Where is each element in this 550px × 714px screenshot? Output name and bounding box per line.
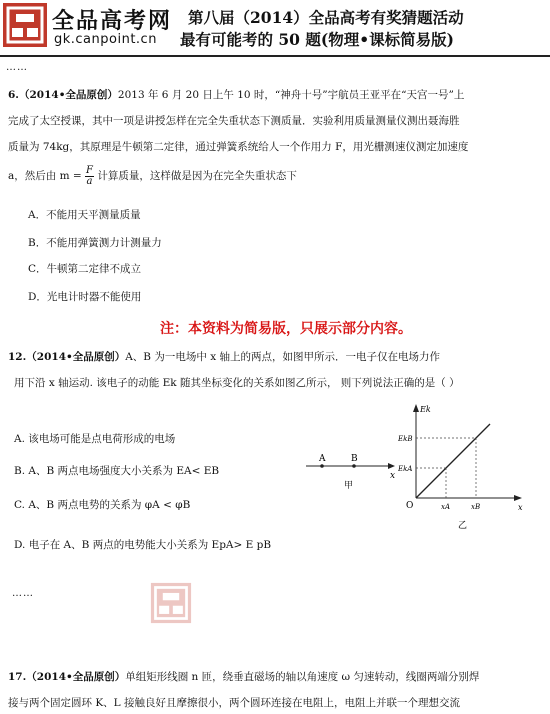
header-divider	[0, 55, 550, 57]
q6-line4-a: a，然后由 m =	[8, 170, 82, 182]
q12-option-d: D. 电子在 A、B 两点的电势能大小关系为 EpA> E pB	[14, 539, 272, 551]
yi-eka-label: EkA	[398, 465, 413, 473]
yi-caption: 乙	[458, 521, 468, 531]
q6-option-b: B．不能用弹簧测力计测量力	[28, 237, 162, 249]
jia-axis-arrow-icon	[388, 463, 395, 469]
watermark-logo-icon	[150, 582, 192, 624]
ellipsis-middle: ……	[12, 588, 34, 599]
q6-text-line1: 2013 年 6 月 20 日上午 10 时，“神舟十号”宇航员王亚平在“天宫一号”上	[117, 89, 465, 101]
q17-text-line1: 单组矩形线圈 n 匝，绕垂直磁场的轴以角速度 ω 匀速转动，线圈两端分别焊	[125, 671, 480, 683]
document-header	[0, 0, 550, 56]
logo-text: 全品高考网	[52, 8, 173, 34]
page-title-line2: 最有可能考的 50 题(物理•课标简易版)	[180, 30, 454, 49]
q6-line4	[8, 164, 297, 188]
figure-yi-ek-graph	[398, 402, 548, 534]
q12-text-line1: A、B 为一电场中 x 轴上的两点，如图甲所示．一电子仅在电场力作	[125, 351, 440, 363]
q6-source: （2014•全品原创）	[18, 89, 118, 101]
q6-fraction	[85, 166, 94, 187]
yi-y-arrow-icon	[413, 404, 419, 412]
q17-line1	[8, 670, 479, 684]
q6-number: 6.	[8, 89, 19, 101]
jia-caption: 甲	[344, 481, 354, 491]
simplified-version-note: 注：本资料为简易版，只展示部分内容。	[160, 321, 412, 337]
jia-label-a: A	[319, 454, 326, 464]
yi-x-arrow-icon	[514, 495, 522, 501]
yi-xb-label: xB	[471, 503, 481, 511]
q6-line4-b: 计算质量，这样做是因为在完全失重状态下	[97, 170, 297, 182]
logo-url: gk.canpoint.cn	[54, 32, 157, 47]
yi-xa-label: xA	[441, 503, 451, 511]
q6-frac-den: a	[86, 175, 93, 187]
q6-option-a: A．不能用天平测量质量	[28, 209, 141, 221]
q12-number: 12.	[8, 351, 27, 363]
page-title-line1: 第八届（2014）全品高考有奖猜题活动	[188, 8, 464, 27]
yi-ekb-label: EkB	[398, 435, 413, 443]
q12-option-c: C. A、B 两点电势的关系为 φA < φB	[14, 499, 191, 511]
jia-axis-label: x	[390, 471, 396, 481]
q17-line2: 接与两个固定圆环 K、L 接触良好且摩擦很小，两个圆环连接在电阻上，电阻上并联一个理想交流	[8, 697, 460, 709]
yi-ek-line	[416, 424, 490, 498]
q12-option-b: B. A、B 两点电场强度大小关系为 EA< EB	[14, 465, 220, 477]
yi-x-label: x	[518, 503, 523, 512]
jia-label-b: B	[351, 454, 358, 464]
yi-y-label: Ek	[420, 405, 431, 414]
q6-option-d: D．光电计时器不能使用	[28, 291, 142, 303]
q12-line1	[8, 350, 440, 364]
q12-source: （2014•全品原创）	[26, 351, 126, 363]
q6-line1	[8, 88, 464, 102]
q17-number: 17.	[8, 671, 27, 683]
q6-frac-num: F	[86, 164, 93, 176]
q6-option-c: C．牛顿第二定律不成立	[28, 263, 142, 275]
q6-line3: 质量为 74kg，其原理是牛顿第二定律，通过弹簧系统给人一个作用力 F，用光栅测速仪测定加速度	[8, 141, 469, 153]
yi-origin-label: O	[406, 501, 414, 511]
canpoint-logo-icon	[2, 2, 48, 48]
q6-line2: 完成了太空授课，其中一项是讲授怎样在完全失重状态下测质量．实验利用质量测量仪测出聂海胜	[8, 115, 460, 127]
q17-source: （2014•全品原创）	[26, 671, 126, 683]
q12-option-a: A. 该电场可能是点电荷形成的电场	[14, 433, 176, 445]
jia-point-a	[320, 464, 324, 468]
ellipsis-top: ……	[6, 62, 28, 73]
q12-line2: 用下沿 x 轴运动. 该电子的动能 Ek 随其坐标变化的关系如图乙所示， 则下列说法正确的是（ ）	[14, 377, 460, 389]
jia-point-b	[352, 464, 356, 468]
figure-jia-axis-diagram	[300, 448, 400, 498]
